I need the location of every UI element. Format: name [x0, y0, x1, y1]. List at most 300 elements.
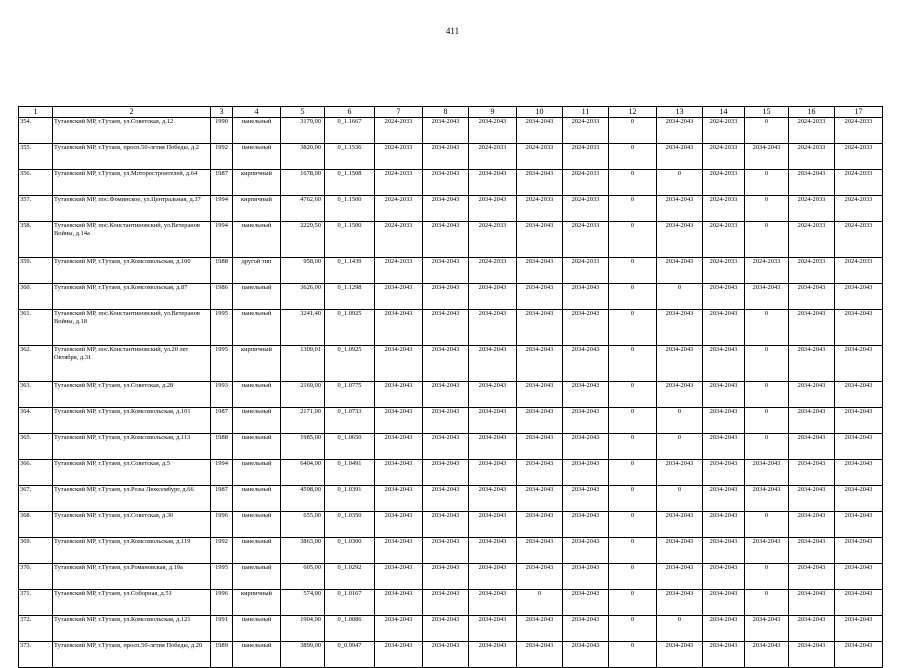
table-row: [19, 144, 883, 170]
period-c11-cell: 2034-2043: [563, 564, 609, 590]
period-c14-cell: 2034-2043: [703, 564, 745, 590]
year-built-cell: 1994: [211, 222, 233, 258]
column-number-cell: 6: [325, 107, 375, 118]
priority-index-cell: 0_1.0300: [325, 538, 375, 564]
priority-index-cell: 0_0.9947: [325, 642, 375, 668]
year-built-cell: 1992: [211, 538, 233, 564]
period-c17-cell: 2024-2033: [835, 258, 883, 284]
period-c7-cell: 2034-2043: [375, 564, 423, 590]
period-c10-cell: 2034-2043: [517, 284, 563, 310]
period-c15-cell: 2034-2043: [745, 616, 789, 642]
address-cell: Тутаевский МР, г.Тутаев, ул.Розы Люксембург, д.66: [53, 486, 211, 512]
period-c11-cell: 2024-2033: [563, 144, 609, 170]
column-number-cell: 7: [375, 107, 423, 118]
period-c7-cell: 2034-2043: [375, 382, 423, 408]
table-row: [19, 346, 883, 382]
period-c15-cell: 0: [745, 196, 789, 222]
period-c7-cell: 2034-2043: [375, 590, 423, 616]
wall-material-cell: панельный: [233, 222, 281, 258]
period-c9-cell: 2034-2043: [469, 284, 517, 310]
period-c16-cell: 2034-2043: [789, 590, 835, 616]
period-c17-cell: 2034-2043: [835, 642, 883, 668]
year-built-cell: 1990: [211, 118, 233, 144]
period-c17-cell: 2034-2043: [835, 460, 883, 486]
period-c14-cell: 2034-2043: [703, 346, 745, 382]
period-c8-cell: 2034-2043: [423, 258, 469, 284]
period-c9-cell: 2024-2033: [469, 222, 517, 258]
period-c17-cell: 2024-2033: [835, 170, 883, 196]
period-c9-cell: 2034-2043: [469, 170, 517, 196]
priority-index-cell: 0_1.0491: [325, 460, 375, 486]
year-built-cell: 1987: [211, 486, 233, 512]
year-built-cell: 1987: [211, 408, 233, 434]
period-c14-cell: 2034-2043: [703, 538, 745, 564]
priority-index-cell: 0_1.0925: [325, 346, 375, 382]
area-cell: 605,00: [281, 564, 325, 590]
table-row: [19, 642, 883, 668]
period-c16-cell: 2034-2043: [789, 346, 835, 382]
period-c11-cell: 2034-2043: [563, 310, 609, 346]
period-c16-cell: 2034-2043: [789, 434, 835, 460]
period-c7-cell: 2034-2043: [375, 460, 423, 486]
row-number-cell: 372.: [19, 616, 53, 642]
value-c12-cell: 0: [609, 284, 657, 310]
row-number-cell: 362.: [19, 346, 53, 382]
row-number-cell: 368.: [19, 512, 53, 538]
period-c16-cell: 2024-2033: [789, 258, 835, 284]
period-c14-cell: 2034-2043: [703, 284, 745, 310]
period-c15-cell: 0: [745, 434, 789, 460]
period-c13-cell: 2034-2043: [657, 642, 703, 668]
period-c11-cell: 2024-2033: [563, 258, 609, 284]
value-c12-cell: 0: [609, 408, 657, 434]
period-c17-cell: 2034-2043: [835, 538, 883, 564]
wall-material-cell: панельный: [233, 512, 281, 538]
period-c14-cell: 2034-2043: [703, 408, 745, 434]
period-c10-cell: 2034-2043: [517, 642, 563, 668]
column-number-cell: 4: [233, 107, 281, 118]
period-c8-cell: 2034-2043: [423, 144, 469, 170]
period-c9-cell: 2034-2043: [469, 196, 517, 222]
period-c7-cell: 2034-2043: [375, 512, 423, 538]
period-c15-cell: 0: [745, 408, 789, 434]
period-c11-cell: 2034-2043: [563, 486, 609, 512]
period-c9-cell: 2024-2033: [469, 258, 517, 284]
row-number-cell: 363.: [19, 382, 53, 408]
period-c7-cell: 2024-2033: [375, 144, 423, 170]
value-c12-cell: 0: [609, 486, 657, 512]
period-c10-cell: 2034-2043: [517, 170, 563, 196]
priority-index-cell: 0_1.0733: [325, 408, 375, 434]
period-c17-cell: 2034-2043: [835, 346, 883, 382]
table-row: [19, 222, 883, 258]
period-c15-cell: 0: [745, 590, 789, 616]
year-built-cell: 1994: [211, 460, 233, 486]
period-c16-cell: 2034-2043: [789, 512, 835, 538]
period-c10-cell: 2034-2043: [517, 408, 563, 434]
period-c14-cell: 2034-2043: [703, 590, 745, 616]
period-c8-cell: 2034-2043: [423, 196, 469, 222]
row-number-cell: 355.: [19, 144, 53, 170]
period-c14-cell: 2024-2033: [703, 196, 745, 222]
wall-material-cell: панельный: [233, 616, 281, 642]
wall-material-cell: панельный: [233, 538, 281, 564]
year-built-cell: 1989: [211, 642, 233, 668]
area-cell: 3626,00: [281, 284, 325, 310]
area-cell: 1309,01: [281, 346, 325, 382]
period-c11-cell: 2034-2043: [563, 382, 609, 408]
period-c16-cell: 2034-2043: [789, 460, 835, 486]
period-c11-cell: 2024-2033: [563, 196, 609, 222]
period-c8-cell: 2034-2043: [423, 564, 469, 590]
period-c15-cell: 2024-2033: [745, 258, 789, 284]
period-c15-cell: 2034-2043: [745, 642, 789, 668]
period-c13-cell: 2034-2043: [657, 590, 703, 616]
period-c16-cell: 2034-2043: [789, 408, 835, 434]
period-c13-cell: 2034-2043: [657, 538, 703, 564]
period-c16-cell: 2024-2033: [789, 144, 835, 170]
period-c16-cell: 2034-2043: [789, 486, 835, 512]
year-built-cell: 1993: [211, 382, 233, 408]
value-c12-cell: 0: [609, 642, 657, 668]
period-c13-cell: 0: [657, 434, 703, 460]
period-c7-cell: 2024-2033: [375, 196, 423, 222]
table-row: [19, 408, 883, 434]
area-cell: 3179,00: [281, 118, 325, 144]
period-c13-cell: 2034-2043: [657, 564, 703, 590]
period-c15-cell: 0: [745, 382, 789, 408]
period-c7-cell: 2024-2033: [375, 170, 423, 196]
table-row: [19, 460, 883, 486]
period-c13-cell: 2034-2043: [657, 460, 703, 486]
period-c9-cell: 2034-2043: [469, 460, 517, 486]
period-c13-cell: 2034-2043: [657, 512, 703, 538]
year-built-cell: 1995: [211, 564, 233, 590]
page-number: 411: [445, 26, 460, 36]
address-cell: Тутаевский МР, пос.Константиновский, ул.Ветеранов Войны, д.14а: [53, 222, 211, 258]
period-c7-cell: 2024-2033: [375, 258, 423, 284]
period-c15-cell: 2034-2043: [745, 460, 789, 486]
area-cell: 1985,00: [281, 434, 325, 460]
value-c12-cell: 0: [609, 170, 657, 196]
period-c8-cell: 2034-2043: [423, 346, 469, 382]
period-c7-cell: 2034-2043: [375, 486, 423, 512]
period-c15-cell: 0: [745, 310, 789, 346]
table-row: [19, 512, 883, 538]
priority-index-cell: 0_1.0350: [325, 512, 375, 538]
year-built-cell: 1992: [211, 144, 233, 170]
period-c10-cell: 2024-2033: [517, 144, 563, 170]
period-c9-cell: 2034-2043: [469, 408, 517, 434]
period-c15-cell: 0: [745, 170, 789, 196]
period-c16-cell: 2034-2043: [789, 642, 835, 668]
period-c13-cell: 2034-2043: [657, 222, 703, 258]
priority-index-cell: 0_1.0086: [325, 616, 375, 642]
priority-index-cell: 0_1.1439: [325, 258, 375, 284]
area-cell: 6404,00: [281, 460, 325, 486]
column-number-cell: 5: [281, 107, 325, 118]
table-row: [19, 118, 883, 144]
period-c7-cell: 2034-2043: [375, 284, 423, 310]
row-number-cell: 356.: [19, 170, 53, 196]
period-c17-cell: 2034-2043: [835, 408, 883, 434]
wall-material-cell: панельный: [233, 486, 281, 512]
address-cell: Тутаевский МР, г.Тутаев, ул.Комсомольская, д.101: [53, 408, 211, 434]
period-c13-cell: 0: [657, 284, 703, 310]
period-c17-cell: 2024-2033: [835, 196, 883, 222]
period-c14-cell: 2024-2033: [703, 222, 745, 258]
row-number-cell: 371.: [19, 590, 53, 616]
period-c8-cell: 2034-2043: [423, 222, 469, 258]
period-c8-cell: 2034-2043: [423, 382, 469, 408]
year-built-cell: 1995: [211, 310, 233, 346]
period-c11-cell: 2034-2043: [563, 512, 609, 538]
period-c15-cell: 0: [745, 118, 789, 144]
table-row: [19, 434, 883, 460]
value-c12-cell: 0: [609, 434, 657, 460]
priority-index-cell: 0_1.0925: [325, 310, 375, 346]
period-c7-cell: 2034-2043: [375, 346, 423, 382]
year-built-cell: 1991: [211, 616, 233, 642]
wall-material-cell: другой тип: [233, 258, 281, 284]
period-c10-cell: 2034-2043: [517, 460, 563, 486]
column-number-cell: 14: [703, 107, 745, 118]
column-number-cell: 9: [469, 107, 517, 118]
period-c15-cell: 0: [745, 512, 789, 538]
address-cell: Тутаевский МР, г.Тутаев, ул.Комсомольская, д.100: [53, 258, 211, 284]
table-row: [19, 616, 883, 642]
period-c15-cell: 0: [745, 346, 789, 382]
period-c8-cell: 2034-2043: [423, 512, 469, 538]
period-c17-cell: 2034-2043: [835, 310, 883, 346]
priority-index-cell: 0_1.1508: [325, 170, 375, 196]
period-c10-cell: 2034-2043: [517, 382, 563, 408]
row-number-cell: 354.: [19, 118, 53, 144]
period-c7-cell: 2034-2043: [375, 408, 423, 434]
period-c11-cell: 2034-2043: [563, 616, 609, 642]
period-c8-cell: 2034-2043: [423, 434, 469, 460]
period-c16-cell: 2034-2043: [789, 310, 835, 346]
period-c16-cell: 2024-2033: [789, 118, 835, 144]
period-c16-cell: 2034-2043: [789, 616, 835, 642]
column-number-cell: 1: [19, 107, 53, 118]
period-c9-cell: 2034-2043: [469, 538, 517, 564]
period-c17-cell: 2034-2043: [835, 434, 883, 460]
period-c15-cell: 2034-2043: [745, 538, 789, 564]
table-row: [19, 196, 883, 222]
period-c11-cell: 2034-2043: [563, 590, 609, 616]
period-c7-cell: 2034-2043: [375, 642, 423, 668]
table-row: [19, 284, 883, 310]
row-number-cell: 369.: [19, 538, 53, 564]
area-cell: 4598,00: [281, 486, 325, 512]
value-c12-cell: 0: [609, 590, 657, 616]
value-c12-cell: 0: [609, 512, 657, 538]
period-c17-cell: 2024-2033: [835, 144, 883, 170]
column-number-cell: 13: [657, 107, 703, 118]
period-c14-cell: 2034-2043: [703, 310, 745, 346]
wall-material-cell: панельный: [233, 118, 281, 144]
value-c12-cell: 0: [609, 616, 657, 642]
period-c11-cell: 2034-2043: [563, 434, 609, 460]
period-c16-cell: 2034-2043: [789, 564, 835, 590]
period-c14-cell: 2034-2043: [703, 642, 745, 668]
period-c7-cell: 2024-2033: [375, 222, 423, 258]
address-cell: Тутаевский МР, г.Тутаев, ул.Комсомольская, д.119: [53, 538, 211, 564]
period-c14-cell: 2024-2033: [703, 258, 745, 284]
period-c7-cell: 2034-2043: [375, 538, 423, 564]
address-cell: Тутаевский МР, г.Тутаев, ул.Советская, д.30: [53, 512, 211, 538]
row-number-cell: 373.: [19, 642, 53, 668]
period-c13-cell: 0: [657, 408, 703, 434]
area-cell: 3241,40: [281, 310, 325, 346]
area-cell: 2171,00: [281, 408, 325, 434]
column-number-cell: 15: [745, 107, 789, 118]
period-c10-cell: 2034-2043: [517, 222, 563, 258]
period-c10-cell: 2034-2043: [517, 564, 563, 590]
wall-material-cell: панельный: [233, 564, 281, 590]
period-c14-cell: 2024-2033: [703, 144, 745, 170]
period-c14-cell: 2024-2033: [703, 118, 745, 144]
priority-index-cell: 0_1.1667: [325, 118, 375, 144]
period-c10-cell: 2034-2043: [517, 616, 563, 642]
row-number-cell: 367.: [19, 486, 53, 512]
period-c9-cell: 2034-2043: [469, 590, 517, 616]
priority-index-cell: 0_1.1500: [325, 222, 375, 258]
period-c17-cell: 2034-2043: [835, 284, 883, 310]
period-c8-cell: 2034-2043: [423, 538, 469, 564]
year-built-cell: 1996: [211, 590, 233, 616]
period-c9-cell: 2034-2043: [469, 346, 517, 382]
row-number-cell: 360.: [19, 284, 53, 310]
period-c11-cell: 2034-2043: [563, 408, 609, 434]
period-c15-cell: 2034-2043: [745, 486, 789, 512]
period-c7-cell: 2024-2033: [375, 118, 423, 144]
wall-material-cell: панельный: [233, 642, 281, 668]
table-row: [19, 486, 883, 512]
value-c12-cell: 0: [609, 310, 657, 346]
period-c8-cell: 2034-2043: [423, 284, 469, 310]
column-number-cell: 12: [609, 107, 657, 118]
address-cell: Тутаевский МР, г.Тутаев, ул.Соборная, д.51: [53, 590, 211, 616]
priority-index-cell: 0_1.0167: [325, 590, 375, 616]
period-c14-cell: 2034-2043: [703, 434, 745, 460]
row-number-cell: 370.: [19, 564, 53, 590]
period-c10-cell: 2034-2043: [517, 486, 563, 512]
period-c7-cell: 2034-2043: [375, 310, 423, 346]
period-c13-cell: 2034-2043: [657, 346, 703, 382]
table-row: [19, 590, 883, 616]
area-cell: 958,00: [281, 258, 325, 284]
address-cell: Тутаевский МР, пос.Фоминское, ул.Центральная, д.37: [53, 196, 211, 222]
area-cell: 2229,50: [281, 222, 325, 258]
period-c17-cell: 2034-2043: [835, 564, 883, 590]
period-c8-cell: 2034-2043: [423, 170, 469, 196]
area-cell: 2169,00: [281, 382, 325, 408]
period-c10-cell: 2034-2043: [517, 258, 563, 284]
table-row: [19, 382, 883, 408]
table-row: [19, 170, 883, 196]
period-c9-cell: 2034-2043: [469, 434, 517, 460]
area-cell: 4762,60: [281, 196, 325, 222]
period-c8-cell: 2034-2043: [423, 486, 469, 512]
value-c12-cell: 0: [609, 258, 657, 284]
year-built-cell: 1994: [211, 196, 233, 222]
period-c11-cell: 2034-2043: [563, 346, 609, 382]
period-c14-cell: 2034-2043: [703, 382, 745, 408]
year-built-cell: 1987: [211, 170, 233, 196]
row-number-cell: 365.: [19, 434, 53, 460]
column-number-cell: 16: [789, 107, 835, 118]
address-cell: Тутаевский МР, г.Тутаев, просп.50-летия Победы, д.20: [53, 642, 211, 668]
period-c17-cell: 2034-2043: [835, 382, 883, 408]
period-c10-cell: 2034-2043: [517, 538, 563, 564]
period-c11-cell: 2034-2043: [563, 284, 609, 310]
value-c12-cell: 0: [609, 382, 657, 408]
year-built-cell: 1988: [211, 258, 233, 284]
period-c13-cell: 0: [657, 616, 703, 642]
area-cell: 655,00: [281, 512, 325, 538]
period-c16-cell: 2034-2043: [789, 538, 835, 564]
address-cell: Тутаевский МР, г.Тутаев, ул.Советская, д.12: [53, 118, 211, 144]
priority-index-cell: 0_1.1500: [325, 196, 375, 222]
value-c12-cell: 0: [609, 118, 657, 144]
priority-index-cell: 0_1.0650: [325, 434, 375, 460]
wall-material-cell: панельный: [233, 284, 281, 310]
period-c16-cell: 2034-2043: [789, 284, 835, 310]
table-row: [19, 258, 883, 284]
period-c13-cell: 2034-2043: [657, 196, 703, 222]
wall-material-cell: панельный: [233, 382, 281, 408]
period-c9-cell: 2034-2043: [469, 642, 517, 668]
period-c17-cell: 2034-2043: [835, 616, 883, 642]
period-c13-cell: 2034-2043: [657, 258, 703, 284]
value-c12-cell: 0: [609, 144, 657, 170]
period-c16-cell: 2024-2033: [789, 222, 835, 258]
period-c11-cell: 2034-2043: [563, 642, 609, 668]
period-c16-cell: 2034-2043: [789, 382, 835, 408]
period-c8-cell: 2034-2043: [423, 590, 469, 616]
period-c8-cell: 2034-2043: [423, 118, 469, 144]
priority-index-cell: 0_1.0391: [325, 486, 375, 512]
period-c8-cell: 2034-2043: [423, 460, 469, 486]
address-cell: Тутаевский МР, г.Тутаев, ул.Моторостроителей, д.64: [53, 170, 211, 196]
period-c17-cell: 2024-2033: [835, 118, 883, 144]
column-number-row: [19, 107, 883, 118]
period-c15-cell: 0: [745, 222, 789, 258]
period-c15-cell: 2034-2043: [745, 144, 789, 170]
period-c11-cell: 2024-2033: [563, 170, 609, 196]
address-cell: Тутаевский МР, г.Тутаев, ул.Комсомольская, д.87: [53, 284, 211, 310]
address-cell: Тутаевский МР, г.Тутаев, ул.Советская, д.28: [53, 382, 211, 408]
priority-index-cell: 0_1.0292: [325, 564, 375, 590]
priority-index-cell: 0_1.1298: [325, 284, 375, 310]
period-c8-cell: 2034-2043: [423, 642, 469, 668]
period-c17-cell: 2034-2043: [835, 590, 883, 616]
period-c17-cell: 2034-2043: [835, 486, 883, 512]
column-number-cell: 17: [835, 107, 883, 118]
period-c10-cell: 0: [517, 590, 563, 616]
wall-material-cell: панельный: [233, 408, 281, 434]
period-c17-cell: 2034-2043: [835, 512, 883, 538]
address-cell: Тутаевский МР, г.Тутаев, просп.50-летия Победы, д.2: [53, 144, 211, 170]
period-c13-cell: 2034-2043: [657, 118, 703, 144]
period-c10-cell: 2034-2043: [517, 434, 563, 460]
period-c13-cell: 2034-2043: [657, 382, 703, 408]
period-c9-cell: 2034-2043: [469, 512, 517, 538]
wall-material-cell: панельный: [233, 144, 281, 170]
period-c9-cell: 2024-2033: [469, 144, 517, 170]
